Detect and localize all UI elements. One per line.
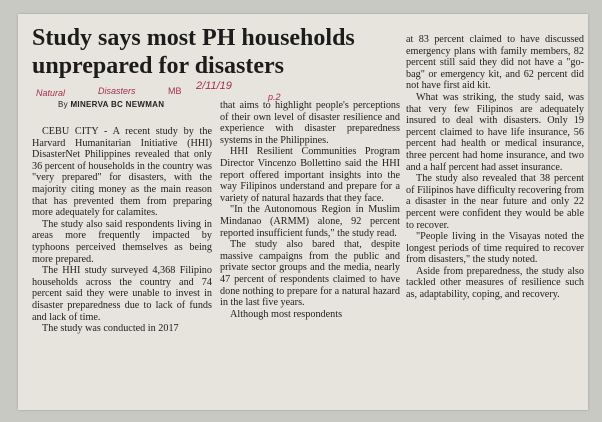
paragraph: The study also revealed that 38 percent of Filipinos have difficulty recovering from a disaster in the near future and only 22 percent were confident they would be able to recover. [406, 173, 584, 231]
headline: Study says most PH households unprepared for disasters [32, 25, 355, 79]
paragraph: CEBU CITY - A recent study by the Harvard Humanitarian Initiative (HHI) DisasterNet Philippines revealed that only 36 percent of households in the country was "very prepared" for disasters, with the majority citing money as the main reason that has prevented them from preparing more adequately for calamites. [32, 126, 212, 219]
article-column-2 [220, 100, 400, 320]
paragraph: What was striking, the study said, was that very few Filipinos are adequately insured to deal with disasters. Only 19 percent claimed to have life insurance, 56 percent had health or medical insurance, three percent had home insurance, and two and a half percent had asset insurance. [406, 91, 584, 173]
byline-author: MINERVA BC NEWMAN [70, 100, 165, 109]
byline [58, 100, 164, 109]
paragraph: Although most respondents [230, 308, 343, 320]
newspaper-clipping [18, 14, 588, 410]
paragraph: The HHI study surveyed 4,368 Filipino households across the country and 74 percent said they were unable to invest in disaster preparedness due to lack of funds and lack of time. [32, 265, 212, 323]
paragraph: that aims to highlight people's perceptions of their own level of disaster resilience and experience with disaster preparedness systems in the Philippines. [220, 100, 400, 146]
handwritten-page-note: p.2 [268, 92, 281, 102]
handwritten-initials-note: MB [168, 86, 182, 96]
article-column-1 [32, 126, 212, 335]
paragraph: "In the Autonomous Region in Muslim Mindanao (ARMM) alone, 92 percent reported insufficient funds," the study read. [220, 204, 400, 239]
paragraph: The study also said respondents living in areas more frequently impacted by typhoons perceived themselves as being more prepared. [32, 218, 212, 265]
article-column-3 [406, 34, 584, 301]
paragraph: HHI Resilient Communities Program Director Vincenzo Bollettino said the HHI report offered important insights into the way Filipinos understand and prepare for a variety of natural hazards that they face. [220, 146, 400, 204]
paragraph: at 83 percent claimed to have discussed emergency plans with family members, 82 percent still said they did not have a "go-bag" or emergency kit, and 62 percent did not have first aid kit. [406, 34, 584, 92]
handwritten-section-note: Natural [36, 88, 66, 98]
paragraph: The study was conducted in 2017 [42, 323, 179, 335]
handwritten-topic-note: Disasters [98, 86, 136, 96]
handwritten-date-note: 2/11/19 [196, 80, 232, 92]
paragraph: "People living in the Visayas noted the longest periods of time required to recover from disasters," the study noted. [406, 231, 584, 266]
byline-prefix: By [58, 100, 68, 109]
paragraph: The study also bared that, despite massive campaigns from the public and private sector groups and the media, nearly 47 percent of respondents claimed to have done nothing to prepare for a natural hazard in the last five years. [220, 239, 400, 309]
paragraph: Aside from preparedness, the study also tackled other measures of resilience such as, adaptability, coping, and recovery. [406, 265, 584, 301]
